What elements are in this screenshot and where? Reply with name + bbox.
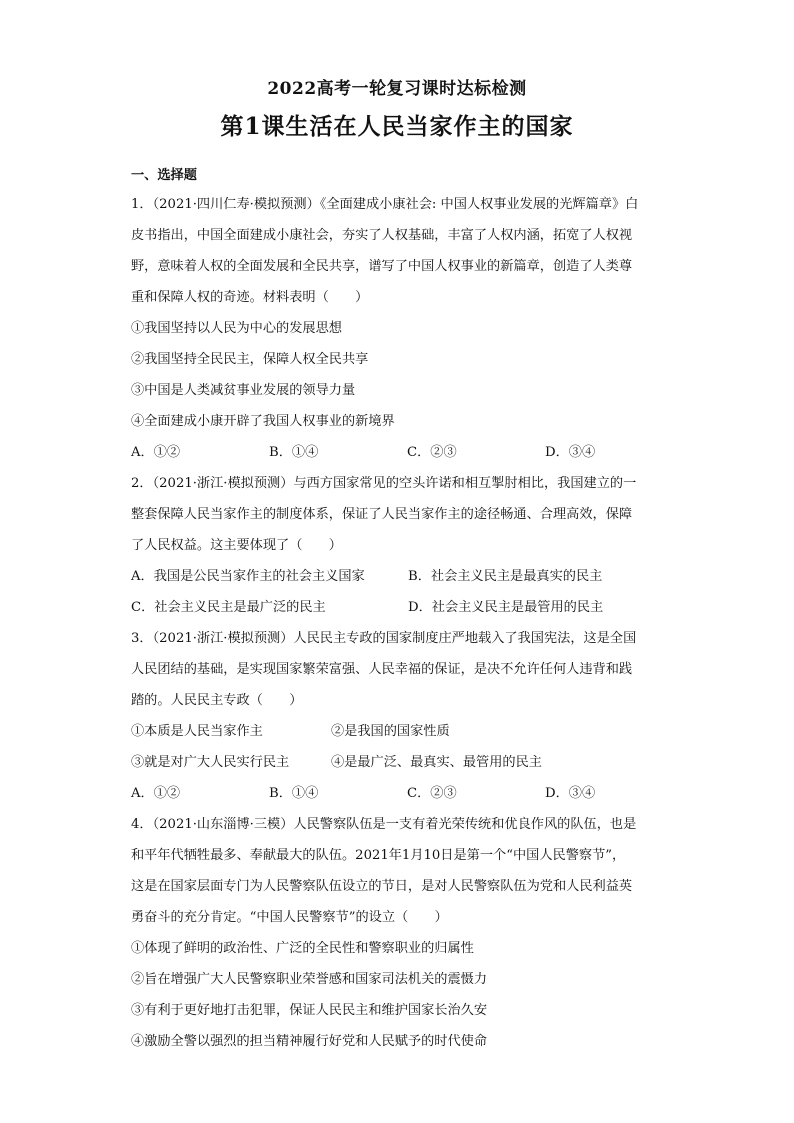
- option-b[interactable]: B．①④: [269, 786, 319, 801]
- question-text-line: 了人民权益。这主要体现了（ ）: [131, 538, 342, 553]
- answer-options: [131, 592, 666, 623]
- question-text-line: 踏的。人民民主专政（ ）: [131, 693, 303, 708]
- option-a[interactable]: A．①②: [131, 445, 181, 460]
- question-text-line: 1．（2021·四川仁寿·模拟预测）《全面建成小康社会: 中国人权事业发展的光辉篇章》白: [131, 197, 639, 212]
- option-b[interactable]: B．社会主义民主是最真实的民主: [408, 569, 603, 584]
- question-text-line: 3．（2021·浙江·模拟预测）人民民主专政的国家制度庄严地载入了我国宪法，这是全国: [131, 631, 637, 646]
- statement-item: ④激励全警以强烈的担当精神履行好党和人民赋予的时代使命: [131, 1034, 488, 1049]
- question-3: [131, 623, 666, 809]
- option-a[interactable]: A．①②: [131, 786, 181, 801]
- statement-item: ②我国坚持全民民主，保障人权全民共享: [131, 352, 369, 367]
- statement-row: [131, 716, 666, 747]
- question-text-line: 人民团结的基础，是实现国家繁荣富强、人民幸福的保证，是决不允许任何人违背和践: [131, 662, 633, 677]
- question-content: [131, 165, 666, 1057]
- question-text-line: 野，意味着人权的全面发展和全民共享，谱写了中国人权事业的新篇章，创造了人类尊: [131, 259, 633, 274]
- question-text-line: 重和保障人权的奇迹。材料表明（ ）: [131, 290, 369, 305]
- question-4: [131, 809, 666, 1057]
- statement-item: ④全面建成小康开辟了我国人权事业的新境界: [131, 414, 395, 429]
- statement-item: ③就是对广大人民实行民主: [131, 755, 290, 770]
- option-c[interactable]: C．②③: [407, 445, 457, 460]
- statement-item: ③有利于更好地打击犯罪，保证人民民主和维护国家长治久安: [131, 1003, 488, 1018]
- question-1: [131, 189, 666, 468]
- answer-options: [131, 437, 666, 468]
- section-heading: 一、选择题: [131, 168, 197, 183]
- question-text-line: 皮书指出，中国全面建成小康社会，夯实了人权基础，丰富了人权内涵，拓宽了人权视: [131, 228, 633, 243]
- lesson-title: 第1课生活在人民当家作主的国家: [220, 113, 574, 140]
- option-c[interactable]: C．社会主义民主是最广泛的民主: [131, 600, 326, 615]
- question-text-line: 2．（2021·浙江·模拟预测）与西方国家常见的空头许诺和相互掣肘相比，我国建立的一: [131, 476, 637, 491]
- option-c[interactable]: C．②③: [407, 786, 457, 801]
- document-title: 2022高考一轮复习课时达标检测: [267, 79, 527, 99]
- question-text-line: 勇奋斗的充分肯定。“中国人民警察节”的设立（ ）: [131, 910, 448, 925]
- option-b[interactable]: B．①④: [269, 445, 319, 460]
- option-d[interactable]: D．③④: [545, 445, 596, 460]
- option-a[interactable]: A．我国是公民当家作主的社会主义国家: [131, 569, 365, 584]
- question-text-line: 整套保障人民当家作主的制度体系，保证了人民当家作主的途径畅通、合理高效，保障: [131, 507, 633, 522]
- statement-item: ②是我国的国家性质: [331, 724, 450, 739]
- statement-item: ③中国是人类减贫事业发展的领导力量: [131, 383, 356, 398]
- answer-options: [131, 778, 666, 809]
- question-text-line: 4．（2021·山东淄博·三模）人民警察队伍是一支有着光荣传统和优良作风的队伍，也是: [131, 817, 637, 832]
- question-text-line: 这是在国家层面专门为人民警察队伍设立的节日，是对人民警察队伍为党和人民利益英: [131, 879, 633, 894]
- statement-row: [131, 747, 666, 778]
- statement-item: ①体现了鲜明的政治性、广泛的全民性和警察职业的归属性: [131, 941, 474, 956]
- answer-options: [131, 561, 666, 592]
- statement-item: ②旨在增强广大人民警察职业荣誉感和国家司法机关的震慑力: [131, 972, 488, 987]
- option-d[interactable]: D．社会主义民主是最管用的民主: [408, 600, 604, 615]
- statement-item: ④是最广泛、最真实、最管用的民主: [331, 755, 542, 770]
- statement-item: ①本质是人民当家作主: [131, 724, 263, 739]
- option-d[interactable]: D．③④: [545, 786, 596, 801]
- statement-item: ①我国坚持以人民为中心的发展思想: [131, 321, 342, 336]
- question-text-line: 和平年代牺牲最多、奉献最大的队伍。2021年1月10日是第一个“中国人民警察节”，: [131, 848, 626, 863]
- question-2: [131, 468, 666, 623]
